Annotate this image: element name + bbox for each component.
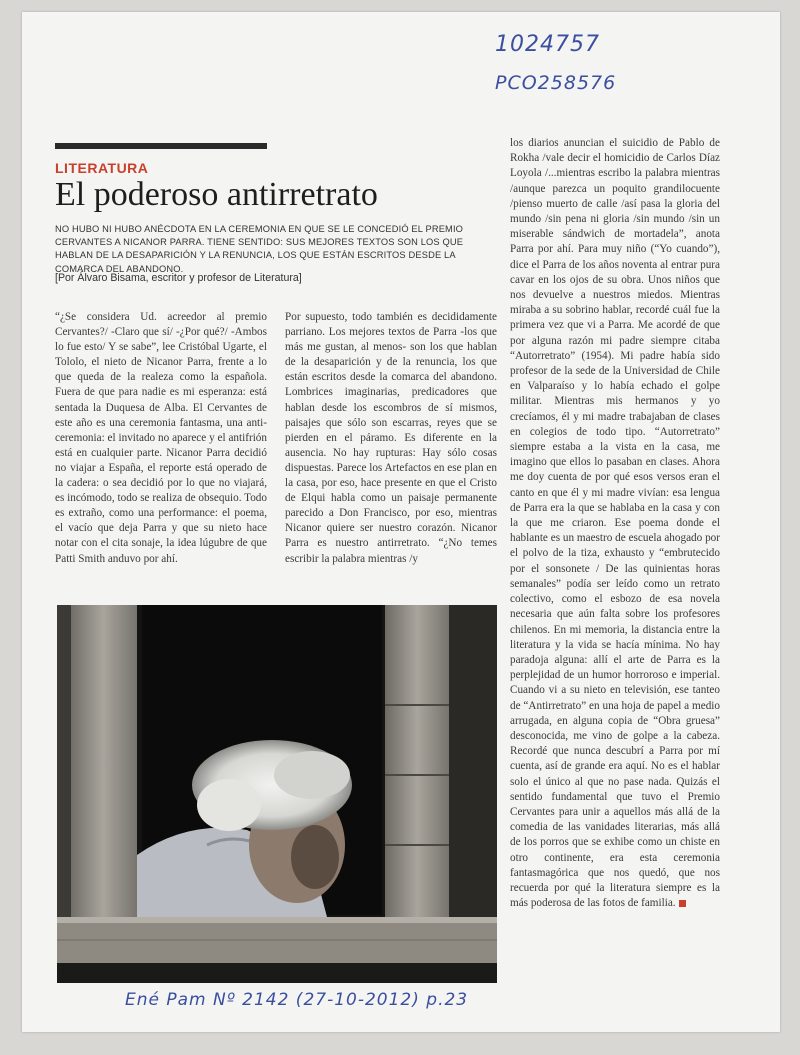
section-label: LITERATURA bbox=[55, 160, 149, 176]
article-title: El poderoso antirretrato bbox=[55, 176, 378, 213]
article-column-1: “¿Se considera Ud. acreedor al premio Cervantes?/ -Claro que sí/ -¿Por qué?/ -Ambos lo fue esto/ Y se sabe”, lee Cristóbal Ugarte, el Tololo, el nieto de Nicanor Parra, frente a lo que queda de la realeza como la española. Fuera de que para nadie es mi esperanza: está sentada la Duquesa de Alba. El Cervantes de este año es una ceremonia fantasma, una anti-ceremonia: el invitado no aparece y el antifrión está en cualquier parte. Nicanor Parra decidió no viajar a España, el reporte está operado de la cadera: o sea decidió por lo que no viajará, es incómodo, todo se realiza de obsequio. Todo es extraño, como una performance: el poema, el vacío que deja Parra y que su nieto hace notar con el cita sonaje, la idea lúgubre de que Patti Smith anduvo por ahí. bbox=[55, 311, 267, 565]
photo-elderly-man-at-window bbox=[57, 605, 497, 983]
article-column-2: Por supuesto, todo también es decididamente parriano. Los mejores textos de Parra -los que más me gustan, al menos- son los que hablan de la desaparición y de la renuncia, los que están escritos desde la comarca del abandono. Lombrices imaginarias, predicadores que hablan desde los escombros de sí mismos, paisajes que sólo son escarras, reyes que se pierden en el páramo. Es diferente en la ausencia. No hay rupturas: Hay sólo cosas dispuestas. Parece los Artefactos en ese plan en la casa, por eso, hace presente en que el Cristo de Elqui habla como un paisaje permanente parecido a Don Francisco, por eso, mientras Nicanor quiere ser nuestro corazón. Nicanor Parra es nuestro antirretrato. “¿No temes escribir la palabra mientras /y bbox=[285, 311, 497, 565]
article-byline: [Por Álvaro Bisama, escritor y profesor de Literatura] bbox=[55, 272, 302, 284]
section-rule bbox=[55, 143, 267, 149]
handwritten-source-note: Ené Pam Nº 2142 (27-10-2012) p.23 bbox=[125, 990, 469, 1010]
article-photo bbox=[57, 605, 497, 983]
article-dek: NO HUBO NI HUBO ANÉCDOTA EN LA CEREMONIA EN QUE SE LE CONCEDIÓ EL PREMIO CERVANTES A NICANOR PARRA. TIENE SENTIDO: SUS MEJORES TEXTOS SON LOS QUE HABLAN DE LA DESAPARICIÓN Y LA RENUNCIA, LOS QUE ESTÁN ESCRITOS DESDE LA COMARCA DEL ABANDONO. bbox=[55, 224, 464, 274]
end-mark bbox=[679, 900, 686, 907]
article-column-3 bbox=[510, 136, 720, 911]
handwritten-archive-code: 1024757 bbox=[495, 32, 600, 57]
handwritten-reference-code: PCO258576 bbox=[495, 72, 617, 94]
article-column-3-text: los diarios anuncian el suicidio de Pablo de Rokha /vale decir el homicidio de Carlos Díaz Loyola /...mientras escribo la palabra mientras /aunque parezca un poquito grandilocuente /pienso muerto de calle /así pasa la gloria del mundo /sin pena ni gloria /sin mundo /sin un miserable sándwich de mortadela”, anota Parra por ahí. Para muy niño (“Yo cuando”), dice el Parra de los años noventa al entrar pura cavar en los ojos de su obra. Unos niños que nos devuelve a nuestros miedos. Mientras miraba a su sobrino hablar, recordé cuál fue la primera vez que vi a Parra. Me acordé de que por alguna razón mi padre siempre citaba “Autorretrato” (1954). Mi padre había sido profesor de la sede de la Universidad de Chile en Valparaíso y lo había echado el golpe militar. Mientras mis hermanos y yo crecíamos, él y mi madre trabajaban de clases en colegios de todo tipo. “Autorretrato” siempre estaba a la vista en la casa, me imagino que ellos lo pasaban en clases. Ahora me doy cuenta de por qué esos versos eran el canto en que él y mi madre vivían: esa lengua de Parra era la que se hablaba en la casa y con la que me criaron. Ese poema donde el hablante es un maestro de escuela ahogado por el polvo de la tiza, exhausto y “embrutecido por el sonsonete / De las quinientas horas semanales” podía ser leído como un retrato colectivo, como el esbozo de esa novela necesaria que aún falta sobre los profesores chilenos. En mi memoria, la distancia entre la literatura y la vida se hacía mínima. No hay paradoja alguna: allí el arte de Parra es la perplejidad de un humor horroroso e imperial. Cuando vi a su nieto en televisión, ese tanteo de “Antirretrato” en una hoja de papel a medio arrugada, en alguna copia de “Obra gruesa” desconocida, me vino de golpe a la cabeza. Recordé que nunca descubrí a Parra por mí cuenta, así de grande era aquí. No es el hablar solo el único al que no pase nada. Quizás el sentido fundamental que tuvo el Premio Cervantes para unir a aquellos más allá de la comedia de las vanidades literarias, más allá de los porros que se exhibe como un chiste en otro continente, era esta ceremonia fantasmagórica que nos quedó, que nos recuerda por qué la literatura siempre es la más poderosa de las fotos de familia. bbox=[510, 137, 720, 910]
